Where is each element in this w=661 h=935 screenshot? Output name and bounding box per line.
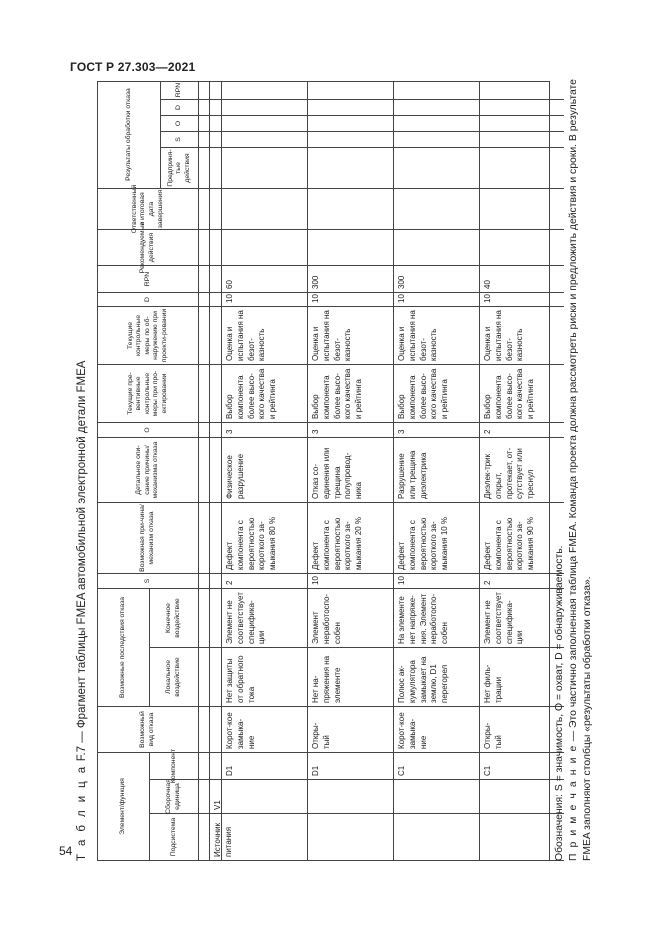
spacer-cell (198, 780, 209, 814)
spacer-cell (198, 100, 209, 116)
cell-cause: Дефект компонента с вероятностью короткого за-мыкания 10 % (393, 503, 479, 574)
cell-empty (307, 230, 393, 266)
spacer-cell (198, 365, 209, 423)
cell-s: 2 (479, 574, 564, 589)
cell-d: 10 (307, 293, 393, 307)
cell-empty (221, 116, 307, 132)
spacer-cell (198, 230, 209, 266)
header-end-effect: Конечное воздействие (149, 589, 198, 648)
header-cause: Возможная при-чина/механизм отказа (97, 503, 198, 574)
cell-empty (479, 100, 564, 116)
note-line (567, 81, 581, 861)
header-prevention: Текущие пре-вентивные контрольные меры при про-ектировании (97, 365, 198, 423)
cell-subsystem-empty (393, 814, 479, 861)
note-continuation: FMEA заполняют столбцы «результаты обработки отказа». (582, 576, 593, 861)
spacer-cell (209, 100, 221, 116)
spacer-cell (198, 753, 209, 780)
cell-rpn: 40 (479, 266, 564, 293)
cell-empty (393, 148, 479, 189)
spacer-cell (198, 293, 209, 307)
cell-detection: Оценка и испытания на безот-казность (479, 307, 564, 365)
header-failure-mode: Возможный вид отказа (97, 707, 198, 753)
spacer-cell (209, 707, 221, 753)
spacer-cell (198, 648, 209, 707)
spacer-cell (198, 503, 209, 574)
spacer-cell (198, 148, 209, 189)
cell-cause: Дефект компонента с вероятностью короткого за-мыкания 90 % (479, 503, 564, 574)
cell-assembly-empty (393, 780, 479, 814)
spacer-cell (198, 423, 209, 438)
cell-subsystem: Источник питания (209, 814, 221, 861)
cell-d: 10 (393, 293, 479, 307)
cell-empty (307, 148, 393, 189)
cell-empty (393, 100, 479, 116)
spacer-cell (209, 423, 221, 438)
spacer-cell (198, 589, 209, 648)
spacer-cell (198, 707, 209, 753)
cell-detection: Оценка и испытания на безот-казность (307, 307, 393, 365)
cell-assembly-empty (479, 780, 564, 814)
cell-detection: Оценка и испытания на безот-казность (221, 307, 307, 365)
header-effects: Возможные последствия отказа (97, 589, 149, 707)
header-assembly: Сборочная единица (149, 780, 198, 814)
cell-subsystem-empty (479, 814, 564, 861)
caption-text: F.7 — Фрагмент таблицы FMEA автомобильной электронной детали FMEA (76, 360, 88, 765)
header-d: D (97, 293, 198, 307)
header-local-effect: Локальное воздействие (149, 648, 198, 707)
cell-s: 10 (393, 574, 479, 589)
spacer-cell (209, 589, 221, 648)
cell-empty (307, 116, 393, 132)
spacer-cell (209, 503, 221, 574)
cell-detailed-cause: Физическое разрушение (221, 438, 307, 503)
cell-component: C1 (479, 753, 564, 780)
spacer-cell (209, 307, 221, 365)
spacer-cell (209, 293, 221, 307)
cell-end-effect: На элементе нет напряже-ния. Элемент неработоспо-собен (393, 589, 479, 648)
cell-component: C1 (393, 753, 479, 780)
header-recommended-actions: Рекомендуемые действия (97, 230, 198, 266)
header-responsible-date: Ответственный и итоговая дата завершения (97, 189, 198, 230)
spacer-cell (209, 648, 221, 707)
spacer-cell (198, 189, 209, 230)
cell-empty (393, 116, 479, 132)
cell-rpn: 300 (307, 266, 393, 293)
table-caption (70, 81, 94, 861)
cell-cause: Дефект компонента с вероятностью короткого за-мыкания 80 % (221, 503, 307, 574)
spacer-cell (209, 81, 221, 100)
cell-end-effect: Элемент неработоспо-собен (307, 589, 393, 648)
cell-empty (393, 81, 479, 100)
header-detailed-cause: Детальное опи-сание причины/механизма отказа (97, 438, 198, 503)
cell-rpn: 300 (393, 266, 479, 293)
cell-empty (307, 132, 393, 148)
cell-empty (221, 230, 307, 266)
cell-empty (221, 132, 307, 148)
cell-subsystem-empty (221, 814, 307, 861)
spacer-cell (209, 116, 221, 132)
header-results-s: S (160, 132, 198, 148)
header-o: O (97, 423, 198, 438)
cell-o: 3 (393, 423, 479, 438)
spacer-cell (209, 266, 221, 293)
caption-lead: Т а б л и ц а (76, 764, 88, 861)
spacer-cell (209, 148, 221, 189)
cell-local-effect: Нет на-пряжения на элементе (307, 648, 393, 707)
cell-assembly: V1 (209, 780, 221, 814)
header-detection: Текущие контрольные меры по об-наружению при проекти-ровании (97, 307, 198, 365)
spacer-cell (209, 189, 221, 230)
cell-cause: Дефект компонента с вероятностью короткого за-мыкания 20 % (307, 503, 393, 574)
fmea-table (97, 81, 550, 861)
spacer-cell (198, 266, 209, 293)
header-component: Компонент (149, 753, 198, 780)
cell-assembly-empty (221, 780, 307, 814)
cell-detection: Оценка и испытания на безот-казность (393, 307, 479, 365)
cell-prevention: Выбор компонента более высо-кого качества и рейтинга (221, 365, 307, 423)
cell-empty (479, 132, 564, 148)
spacer-cell (198, 81, 209, 100)
cell-empty (479, 148, 564, 189)
cell-local-effect: Полюс ак-кумулятора замыкает на землю, D1 перегорел (393, 648, 479, 707)
legend-line: Обозначения: S = значимость, O = охват, D = обнаруживаемость. (554, 545, 565, 861)
cell-failure-mode: Корот-кое замыка-ние (221, 707, 307, 753)
cell-empty (393, 230, 479, 266)
cell-prevention: Выбор компонента более высо-кого качества и рейтинга (307, 365, 393, 423)
note-lead: П р и м е ч а н и е (568, 744, 579, 861)
spacer-cell (209, 438, 221, 503)
header-results-d: D (160, 100, 198, 116)
cell-failure-mode: Откры-тый (307, 707, 393, 753)
cell-failure-mode: Корот-кое замыка-ние (393, 707, 479, 753)
cell-rpn: 60 (221, 266, 307, 293)
spacer-cell (198, 574, 209, 589)
cell-empty (221, 81, 307, 100)
cell-empty (307, 81, 393, 100)
cell-empty (479, 81, 564, 100)
cell-empty (393, 189, 479, 230)
header-subsystem: Подсистема (149, 814, 198, 861)
cell-empty (393, 132, 479, 148)
cell-empty (307, 189, 393, 230)
cell-empty (479, 116, 564, 132)
spacer-cell (198, 132, 209, 148)
spacer-cell (198, 307, 209, 365)
cell-detailed-cause: Разрушение или трещина диэлектрика (393, 438, 479, 503)
cell-detailed-cause: Отказ со-единения или трещина полупровод-ника (307, 438, 393, 503)
cell-end-effect: Элемент не соответствует специфика-ции (221, 589, 307, 648)
cell-empty (221, 148, 307, 189)
table-notes (553, 81, 595, 861)
cell-component: D1 (307, 753, 393, 780)
spacer-cell (209, 753, 221, 780)
cell-empty (479, 230, 564, 266)
spacer-cell (209, 230, 221, 266)
spacer-cell (198, 116, 209, 132)
spacer-cell (209, 365, 221, 423)
cell-component: D1 (221, 753, 307, 780)
header-results-o: O (160, 116, 198, 132)
rotated-table-block (70, 81, 605, 861)
document-header: ГОСТ Р 27.303—2021 (70, 60, 196, 74)
header-rpn: RPN (97, 266, 198, 293)
cell-o: 3 (307, 423, 393, 438)
cell-assembly-empty (307, 780, 393, 814)
note-text: — Это частично заполненная таблица FMEA. Команда проекта должна рассмотреть риски и предложить действия и сроки. В результате (568, 79, 579, 745)
cell-empty (307, 100, 393, 116)
cell-s: 10 (307, 574, 393, 589)
cell-prevention: Выбор компонента более высо-кого качества и рейтинга (393, 365, 479, 423)
header-actions-taken: Предприня-тые действия (160, 148, 198, 189)
cell-failure-mode: Откры-тый (479, 707, 564, 753)
header-element-function: Элемент/функция (97, 753, 149, 861)
cell-subsystem-empty (307, 814, 393, 861)
cell-d: 10 (479, 293, 564, 307)
spacer-cell (198, 438, 209, 503)
cell-s: 2 (221, 574, 307, 589)
cell-o: 3 (221, 423, 307, 438)
cell-local-effect: Нет защиты от обратного тока (221, 648, 307, 707)
cell-empty (221, 100, 307, 116)
cell-detailed-cause: Диэлек-трик открыт, протекает, от-сутствует или треснул (479, 438, 564, 503)
cell-empty (479, 189, 564, 230)
cell-o: 2 (479, 423, 564, 438)
cell-empty (221, 189, 307, 230)
spacer-cell (209, 132, 221, 148)
page-number: 54 (59, 844, 73, 858)
cell-end-effect: Элемент не соответствует специфика-ции (479, 589, 564, 648)
cell-local-effect: Нет филь-трации (479, 648, 564, 707)
cell-d: 10 (221, 293, 307, 307)
header-s: S (97, 574, 198, 589)
spacer-cell (209, 574, 221, 589)
header-results: Результаты обработки отказа (97, 81, 160, 189)
cell-prevention: Выбор компонента более высо-кого качества и рейтинга (479, 365, 564, 423)
spacer-cell (198, 814, 209, 861)
header-results-rpn: RPN (160, 81, 198, 100)
